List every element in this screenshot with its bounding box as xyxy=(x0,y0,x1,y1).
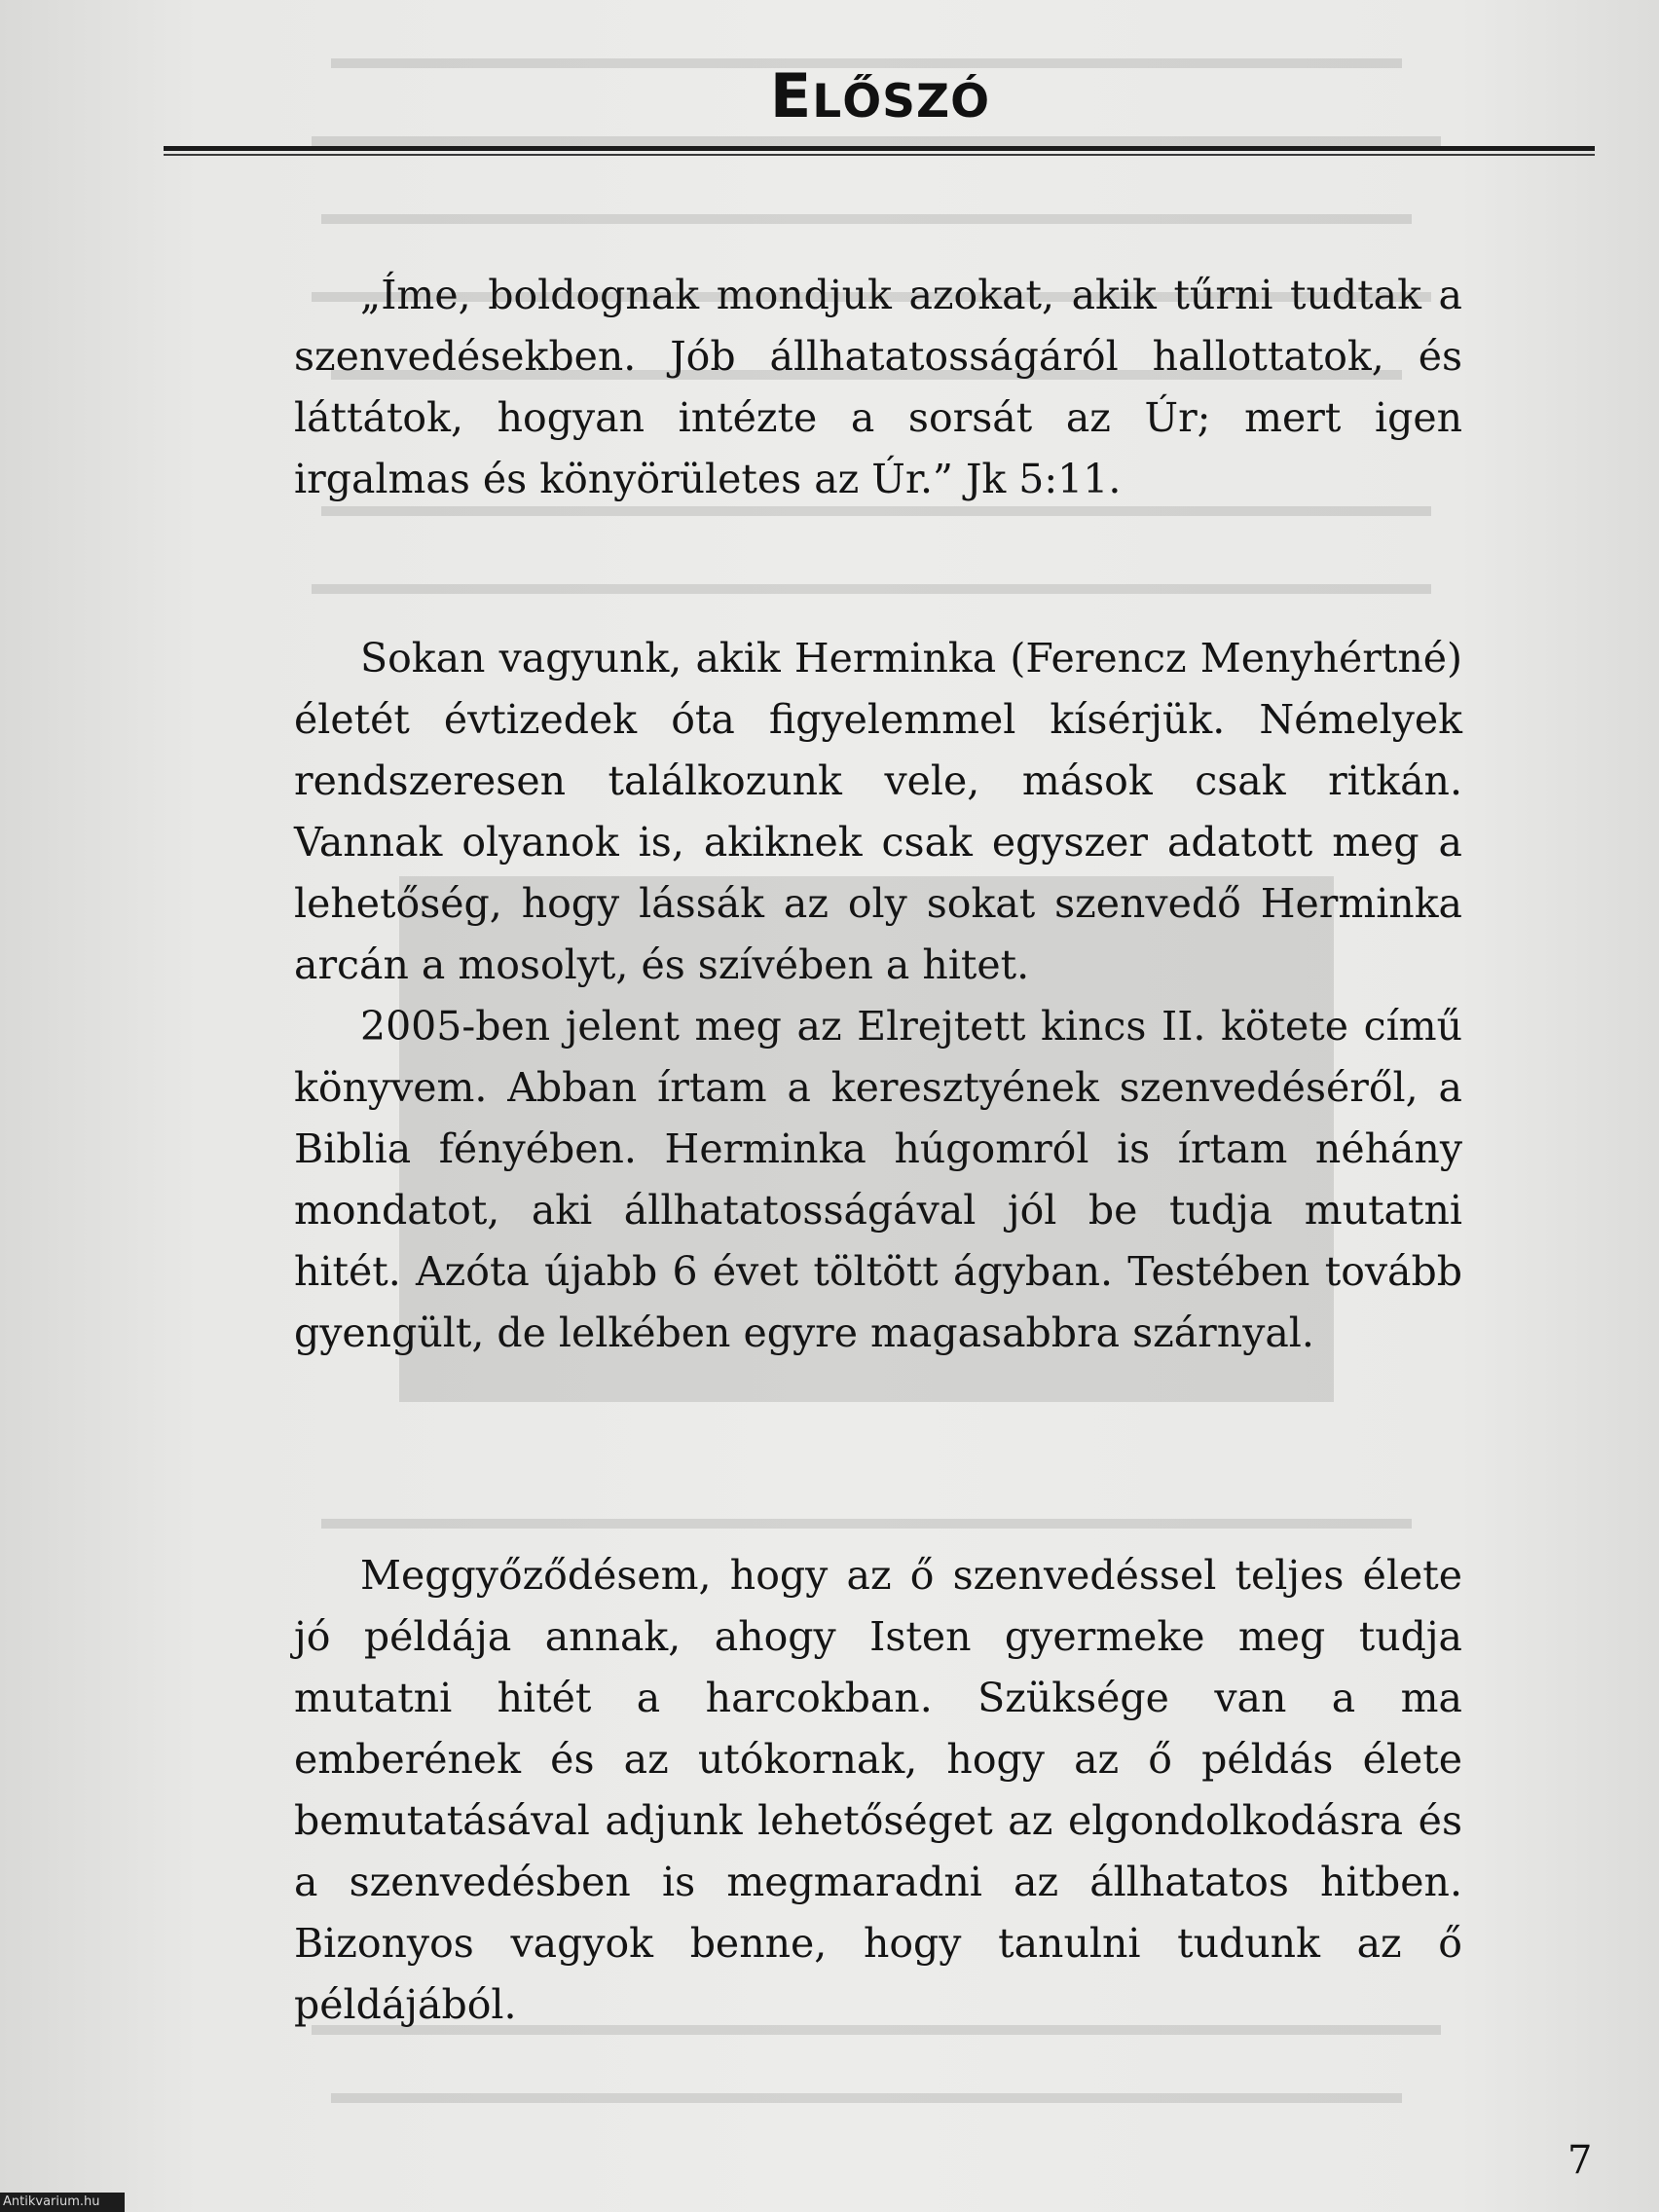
body-block-1 xyxy=(294,628,1462,1364)
watermark-label: Antikvarium.hu xyxy=(0,2193,125,2212)
epigraph-quote: „Íme, boldognak mondjuk azokat, akik tűrni tudtak a szenvedésekben. Jób állhatatosságáról hallottatok, és láttátok, hogyan intézte a sorsát az Úr; mert igen irgalmas és könyörületes az Úr.” Jk 5:11. xyxy=(294,272,1462,502)
title-rule-thick xyxy=(164,146,1595,151)
page-title xyxy=(0,60,1659,131)
paragraph-3: Meggyőződésem, hogy az ő szenvedéssel teljes élete jó példája annak, ahogy Isten gyermeke meg tudja mutatni hitét a harcokban. Szüksége van a ma emberének és az utókornak, hogy az ő példás élete bemutatásával adjunk lehetőséget az elgondolkodásra és a szenvedésben is megmaradni az állhatatos hitben. Bizonyos vagyok benne, hogy tanulni tudunk az ő példájából. xyxy=(294,1552,1462,2028)
page-number: 7 xyxy=(1567,2138,1593,2183)
paragraph-1: Sokan vagyunk, akik Herminka (Ferencz Menyhértné) életét évtizedek óta figyelemmel kísérjük. Némelyek rendszeresen találkozunk vele, mások csak ritkán. Vannak olyanok is, akiknek csak egyszer adatott meg a lehetőség, hogy lássák az oly sokat szenvedő Herminka arcán a mosolyt, és szívében a hitet. xyxy=(294,635,1462,988)
title-initial: E xyxy=(769,60,813,131)
title-rule-thin xyxy=(164,154,1595,156)
body-block-2 xyxy=(294,1545,1462,2036)
title-rest: LŐSZÓ xyxy=(812,75,991,129)
paragraph-2: 2005-ben jelent meg az Elrejtett kincs II. kötete című könyvem. Abban írtam a keresztyének szenvedéséről, a Biblia fényében. Herminka húgomról is írtam néhány mondatot, aki állhatatosságával jól be tudja mutatni hitét. Azóta újabb 6 évet töltött ágyban. Testében tovább gyengült, de lelkében egyre magasabbra szárnyal. xyxy=(294,1003,1462,1356)
epigraph-block xyxy=(294,265,1462,510)
